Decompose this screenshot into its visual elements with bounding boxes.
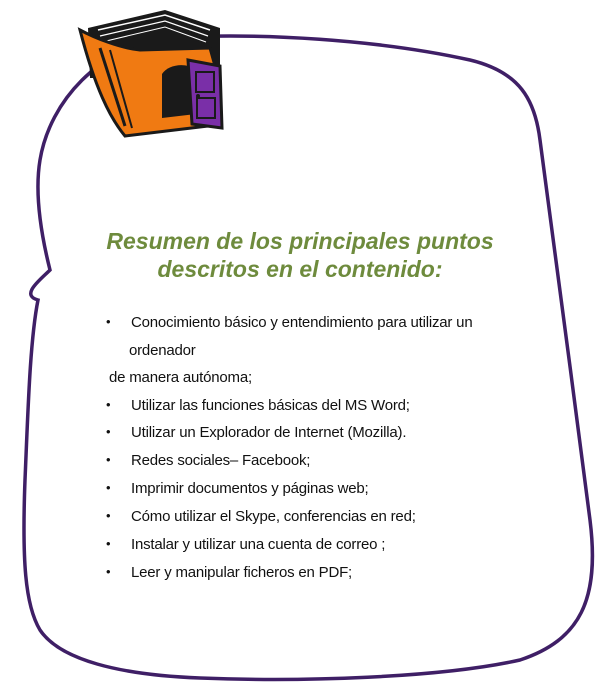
bullet-icon: • bbox=[106, 424, 111, 439]
list-item-text: Imprimir documentos y páginas web; bbox=[131, 480, 369, 497]
open-book-door-icon bbox=[70, 8, 240, 143]
bullet-icon: • bbox=[106, 397, 111, 412]
list-item-continuation bbox=[109, 369, 252, 386]
bullet-icon: • bbox=[106, 508, 111, 523]
list-item-text: ordenador bbox=[129, 342, 196, 359]
list-item-text: Utilizar un Explorador de Internet (Mozilla). bbox=[131, 424, 407, 441]
list-item-text: de manera autónoma; bbox=[109, 369, 252, 386]
list-item-text: Utilizar las funciones básicas del MS Word; bbox=[131, 397, 410, 414]
list-item-text: Conocimiento básico y entendimiento para utilizar un bbox=[131, 314, 473, 331]
list-item bbox=[106, 424, 407, 441]
list-item bbox=[106, 536, 386, 553]
bullet-icon: • bbox=[106, 564, 111, 579]
list-item bbox=[106, 480, 369, 497]
bullet-icon: • bbox=[106, 536, 111, 551]
summary-title-line-1: Resumen de los principales puntos bbox=[106, 228, 494, 254]
bullet-icon: • bbox=[106, 314, 111, 329]
list-item-text: Redes sociales– Facebook; bbox=[131, 452, 311, 469]
list-item bbox=[106, 452, 311, 469]
list-item-text: Cómo utilizar el Skype, conferencias en red; bbox=[131, 508, 416, 525]
list-item bbox=[106, 508, 416, 525]
list-item bbox=[106, 564, 353, 581]
list-item-text: Leer y manipular ficheros en PDF; bbox=[131, 564, 353, 581]
list-item-continuation bbox=[129, 342, 196, 359]
list-item bbox=[106, 397, 410, 414]
bullet-icon: • bbox=[106, 452, 111, 467]
list-item-text: Instalar y utilizar una cuenta de correo ; bbox=[131, 536, 386, 553]
bullet-icon: • bbox=[106, 480, 111, 495]
summary-title-line-2: descritos en el contenido: bbox=[157, 256, 443, 282]
list-item bbox=[106, 314, 473, 331]
